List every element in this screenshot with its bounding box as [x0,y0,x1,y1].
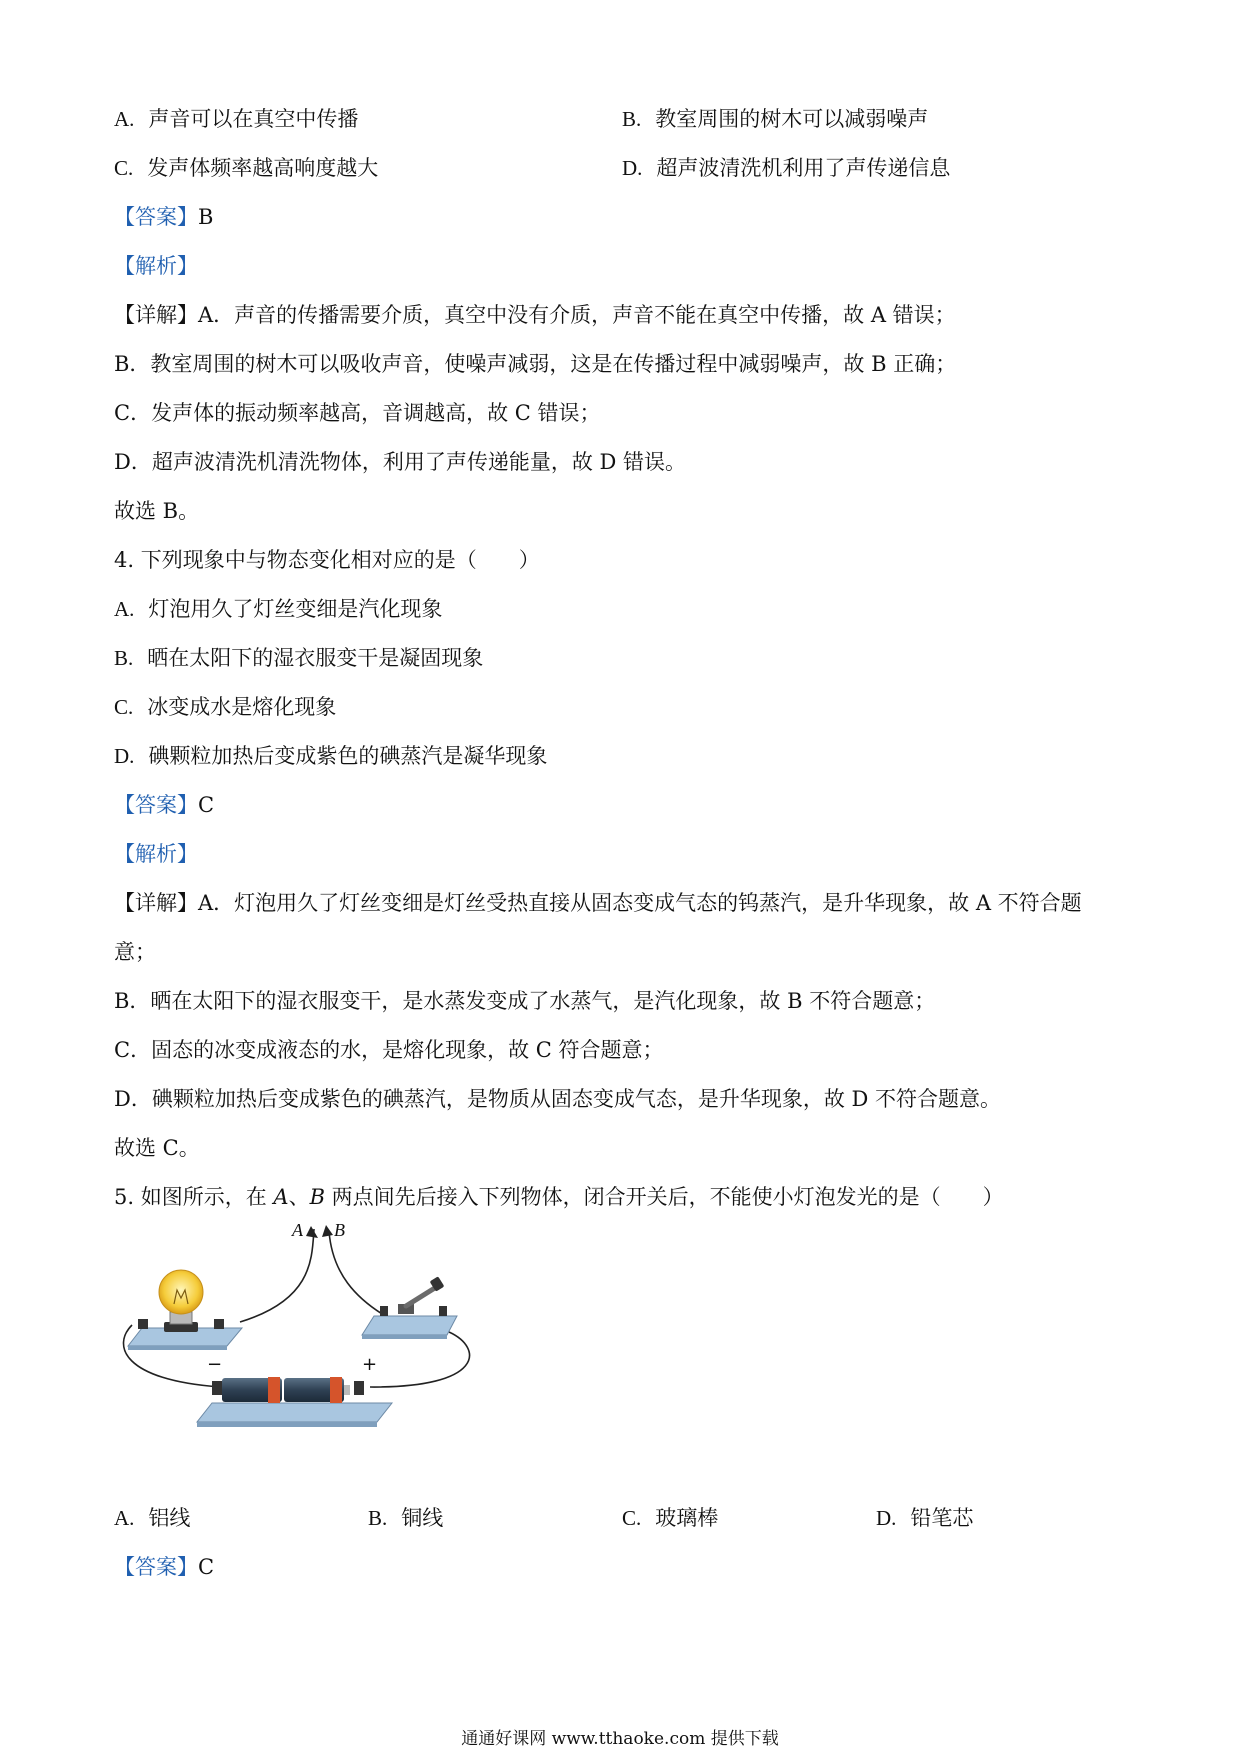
q3-option-d [622,153,950,183]
detail-text: A．灯泡用久了灯丝变细是灯丝受热直接从固态变成气态的钨蒸汽，是升华现象，故 A 不符合题 [198,891,1082,915]
option-text: 超声波清洗机利用了声传递信息 [656,156,951,180]
q4-analysis [114,839,198,869]
option-letter: A. [114,1506,135,1530]
option-text: 声音可以在真空中传播 [148,107,359,131]
option-text: 铜线 [401,1506,444,1530]
bulb-terminal-left [138,1319,148,1329]
answer-value: C [198,1555,215,1579]
q5-option-a [114,1503,190,1533]
option-letter: D. [622,156,643,180]
bulb-board-edge [128,1346,227,1350]
q4-option-b [114,643,483,673]
q5-option-c [622,1503,718,1533]
q3-detail-line-4: D．超声波清洗机清洗物体，利用了声传递能量，故 D 错误。 [114,450,687,474]
q3-option-b [622,104,928,134]
q4-stem: 4. 下列现象中与物态变化相对应的是（ ） [114,548,540,572]
q4-conclusion: 故选 C。 [114,1136,200,1160]
detail-label: 【详解】 [114,891,198,915]
wire-switch-to-battery [370,1332,470,1387]
q5-option-b [368,1503,443,1533]
q3-option-a [114,104,358,134]
battery-terminal-plus [354,1381,364,1395]
battery-cell-1-band [268,1377,280,1403]
circuit-diagram [112,1220,512,1455]
option-letter: D. [876,1506,897,1530]
switch-terminal-right [439,1306,447,1316]
switch-lever [406,1286,438,1306]
q3-analysis [114,251,198,281]
arrow-head-b-icon [322,1225,333,1237]
option-text: 玻璃棒 [655,1506,719,1530]
stem-text: 5. 如图所示，在 [114,1185,274,1209]
detail-text: A．声音的传播需要介质，真空中没有介质，声音不能在真空中传播，故 A 错误； [198,303,956,327]
option-text: 灯泡用久了灯丝变细是汽化现象 [148,597,443,621]
q4-detail-line-1b: 意； [114,940,156,964]
analysis-label: 【解析】 [114,842,198,866]
option-letter: B. [114,646,134,670]
q3-answer [114,202,213,232]
q4-detail-line-1 [114,888,1082,918]
arrow-head-a-icon [306,1226,318,1238]
answer-value: B [198,205,214,229]
option-text: 铝线 [148,1506,191,1530]
option-text: 教室周围的树木可以减弱噪声 [655,107,929,131]
q5-stem [114,1182,1004,1212]
option-letter: D. [114,744,135,768]
option-text: 铅笔芯 [910,1506,974,1530]
q4-option-a [114,594,442,624]
label-a: A [292,1220,303,1240]
stem-text: 两点间先后接入下列物体，闭合开关后，不能使小灯泡发光的是（ ） [325,1185,1004,1209]
option-text: 晒在太阳下的湿衣服变干是凝固现象 [147,646,484,670]
answer-label: 【答案】 [114,793,198,817]
switch-board-edge [362,1335,447,1339]
wire-from-b [329,1231,400,1324]
battery-cell-2-band [330,1377,342,1403]
point-a-label: A [273,1185,289,1209]
option-letter: B. [368,1506,388,1530]
option-text: 碘颗粒加热后变成紫色的碘蒸汽是凝华现象 [148,744,548,768]
battery-board [197,1403,392,1422]
switch-terminal-left [380,1306,388,1316]
option-letter: C. [622,1506,642,1530]
q4-detail-line-2: B．晒在太阳下的湿衣服变干，是水蒸发变成了水蒸气，是汽化现象，故 B 不符合题意； [114,989,936,1013]
battery-terminal-minus [212,1381,222,1395]
option-letter: C. [114,695,134,719]
label-b: B [334,1220,345,1240]
q5-answer [114,1552,214,1582]
switch-board [362,1316,457,1335]
q4-answer [114,790,214,820]
q5-option-d [876,1503,973,1533]
answer-value: C [198,793,215,817]
detail-label: 【详解】 [114,303,198,327]
analysis-label: 【解析】 [114,254,198,278]
point-b-label: B [309,1185,325,1209]
q3-detail-line-3: C．发声体的振动频率越高，音调越高，故 C 错误； [114,401,601,425]
q4-option-c [114,692,336,722]
q3-detail-line-2: B．教室周围的树木可以吸收声音，使噪声减弱，这是在传播过程中减弱噪声，故 B 正确； [114,352,957,376]
option-text: 发声体频率越高响度越大 [147,156,379,180]
minus-sign: − [207,1354,223,1375]
q4-option-d [114,741,547,771]
q3-conclusion: 故选 B。 [114,499,200,523]
option-letter: A. [114,597,135,621]
battery-nub [344,1385,350,1395]
option-text: 冰变成水是熔化现象 [147,695,337,719]
answer-label: 【答案】 [114,205,198,229]
bulb-terminal-right [214,1319,224,1329]
q3-detail-line-1 [114,300,956,330]
option-letter: A. [114,107,135,131]
stem-separator: 、 [288,1185,310,1209]
plus-sign: + [362,1354,378,1375]
q4-detail-line-3: C．固态的冰变成液态的水，是熔化现象，故 C 符合题意； [114,1038,664,1062]
bulb-icon [159,1270,203,1314]
battery-board-edge [197,1422,377,1427]
q3-option-c [114,153,378,183]
wire-to-a [240,1229,314,1322]
option-letter: B. [622,107,642,131]
page-footer: 通通好课网 www.tthaoke.com 提供下载 [461,1729,779,1749]
q4-detail-line-4: D．碘颗粒加热后变成紫色的碘蒸汽，是物质从固态变成气态，是升华现象，故 D 不符合题意。 [114,1087,1002,1111]
option-letter: C. [114,156,134,180]
answer-label: 【答案】 [114,1555,198,1579]
